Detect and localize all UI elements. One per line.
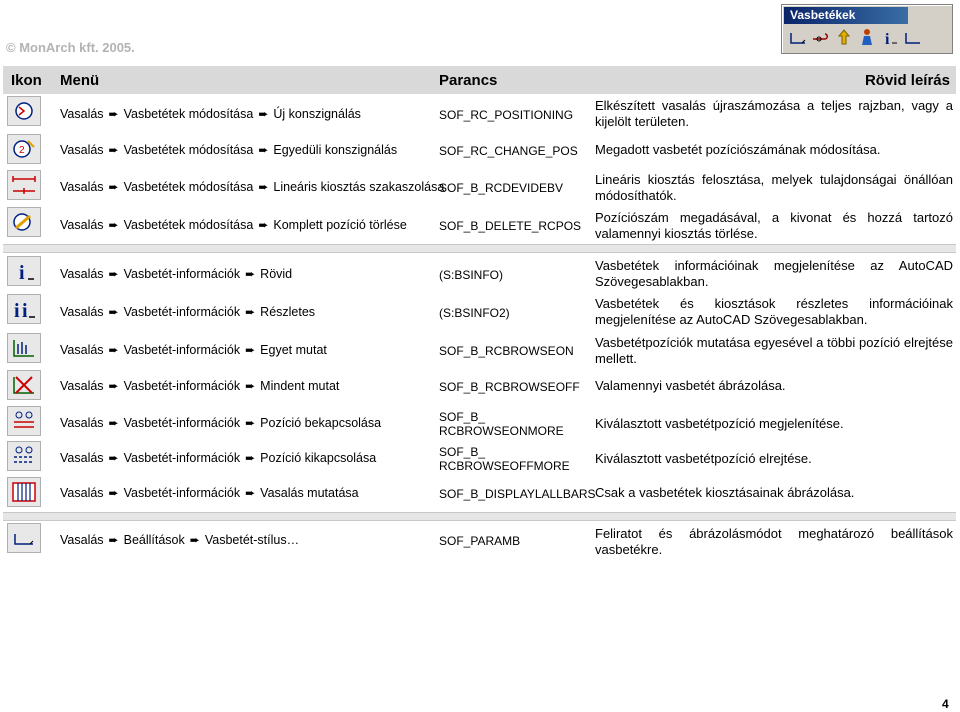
command: SOF_B_ RCBROWSEONMORE [439, 410, 564, 438]
separator [3, 512, 956, 521]
icon-button[interactable] [7, 333, 41, 363]
description: Vasbetétek és kiosztások részletes információinak megjelenítése az AutoCAD Szövegesablakban. [595, 296, 953, 327]
command: (S:BSINFO) [439, 268, 504, 282]
icon-button[interactable] [7, 134, 41, 164]
description: Feliratot és ábrázolásmódot meghatározó beállítások vasbetékre. [595, 526, 953, 557]
show-reinforcement-icon [10, 480, 38, 504]
svg-text:2: 2 [19, 145, 25, 156]
command: SOF_RC_CHANGE_POS [439, 144, 578, 158]
page-number: 4 [942, 697, 949, 711]
menu-path: Vasalás ➨ Vasbetétek módosítása ➨ Egyedüli konszignálás [60, 143, 398, 157]
command: (S:BSINFO2) [439, 306, 510, 320]
menu-path: Vasalás ➨ Vasbetét-információk ➨ Egyet mutat [60, 343, 327, 357]
svg-text:i: i [19, 262, 25, 283]
menu-path: Vasalás ➨ Vasbetét-információk ➨ Vasalás mutatása [60, 486, 359, 500]
command: SOF_B_RCBROWSEON [439, 344, 574, 358]
icon-button[interactable] [7, 370, 41, 400]
table-row [3, 207, 956, 241]
command: SOF_B_RCDEVIDEBV [439, 181, 564, 195]
menu-path: Vasalás ➨ Vasbetétek módosítása ➨ Komplett pozíció törlése [60, 218, 407, 232]
line-rebar-icon[interactable] [903, 27, 923, 47]
renumber-icon [10, 99, 38, 123]
table-row [3, 477, 956, 509]
header-menu: Menü [60, 72, 100, 89]
menu-path: Vasalás ➨ Beállítások ➨ Vasbetét-stílus… [60, 533, 300, 547]
person-icon[interactable] [857, 27, 877, 47]
header-ikon: Ikon [11, 72, 42, 89]
description: Vasbetétpozíciók mutatása egyesével a többi pozíció elrejtése mellett. [595, 335, 953, 366]
icon-button[interactable] [7, 256, 41, 286]
menu-path: Vasalás ➨ Vasbetét-információk ➨ Részletes [60, 305, 316, 319]
description: Vasbetétek információinak megjelenítése az AutoCAD Szövegesablakban. [595, 258, 953, 289]
info-detailed-icon [10, 297, 38, 321]
command: SOF_B_ RCBROWSEOFFMORE [439, 445, 570, 473]
header-parancs: Parancs [439, 72, 498, 89]
table-row [3, 523, 956, 557]
svg-text:i: i [22, 300, 28, 321]
arrow-up-icon[interactable] [834, 27, 854, 47]
header-leiras: Rövid leírás [864, 72, 950, 89]
description: Kiválasztott vasbetétpozíció megjelenítése. [595, 416, 844, 431]
svg-text:i: i [14, 300, 20, 321]
divide-distribution-icon [10, 173, 38, 197]
icon-button[interactable] [7, 523, 41, 553]
table-row [3, 170, 956, 204]
vasbetetek-toolbar [781, 4, 953, 54]
table-row [3, 294, 956, 328]
command: SOF_B_RCBROWSEOFF [439, 380, 580, 394]
table-row [3, 370, 956, 402]
command: SOF_RC_POSITIONING [439, 108, 574, 122]
table-row [3, 96, 956, 130]
position-off-icon [10, 444, 38, 468]
table-row [3, 333, 956, 367]
description: Elkészített vasalás újraszámozása a teljes rajzban, vagy a kijelölt területen. [595, 98, 953, 129]
icon-button[interactable] [7, 406, 41, 436]
menu-path: Vasalás ➨ Vasbetét-információk ➨ Pozíció bekapcsolása [60, 416, 382, 430]
menu-path: Vasalás ➨ Vasbetétek módosítása ➨ Lineáris kiosztás szakaszolása [60, 180, 445, 194]
delete-position-icon [10, 210, 38, 234]
table-row [3, 256, 956, 290]
browse-one-icon [10, 336, 38, 360]
description: Kiválasztott vasbetétpozíció elrejtése. [595, 451, 812, 466]
rebar-bend-icon[interactable] [811, 27, 831, 47]
svg-text:i: i [885, 31, 890, 47]
rebar-style-icon [10, 526, 38, 550]
change-position-icon [10, 137, 38, 161]
command: SOF_B_DISPLAYLALLBARS [439, 487, 596, 501]
icon-button[interactable] [7, 96, 41, 126]
description: Lineáris kiosztás felosztása, melyek tulajdonságai önállóan módosíthatók. [595, 172, 953, 203]
browse-off-icon [10, 373, 38, 397]
copyright: © MonArch kft. 2005. [6, 40, 135, 55]
info-short-icon [10, 259, 38, 283]
line-rebar-icon[interactable] [788, 27, 808, 47]
menu-path: Vasalás ➨ Vasbetét-információk ➨ Pozíció kikapcsolása [60, 451, 377, 465]
menu-path: Vasalás ➨ Vasbetét-információk ➨ Rövid [60, 267, 293, 281]
description: Megadott vasbetét pozíciószámának módosítása. [595, 142, 881, 157]
table-header [3, 66, 956, 94]
command: SOF_B_DELETE_RCPOS [439, 219, 582, 233]
table-row [3, 441, 956, 475]
description: Valamennyi vasbetét ábrázolása. [595, 378, 786, 393]
icon-button[interactable] [7, 294, 41, 324]
command: SOF_PARAMB [439, 534, 521, 548]
description: Pozíciószám megadásával, a kivonat és hozzá tartozó valamennyi kiosztás törlése. [595, 210, 953, 241]
description: Csak a vasbetétek kiosztásainak ábrázolása. [595, 485, 855, 500]
table-row [3, 406, 956, 440]
icon-button[interactable] [7, 441, 41, 471]
icon-button[interactable] [7, 207, 41, 237]
menu-path: Vasalás ➨ Vasbetétek módosítása ➨ Új konszignálás [60, 107, 361, 121]
position-on-icon [10, 409, 38, 433]
separator [3, 244, 956, 253]
toolbar-title: Vasbetékek [784, 7, 908, 24]
menu-path: Vasalás ➨ Vasbetét-információk ➨ Mindent mutat [60, 379, 340, 393]
icon-button[interactable] [7, 170, 41, 200]
icon-button[interactable] [7, 477, 41, 507]
table-row [3, 134, 956, 166]
info-icon[interactable] [880, 27, 900, 47]
